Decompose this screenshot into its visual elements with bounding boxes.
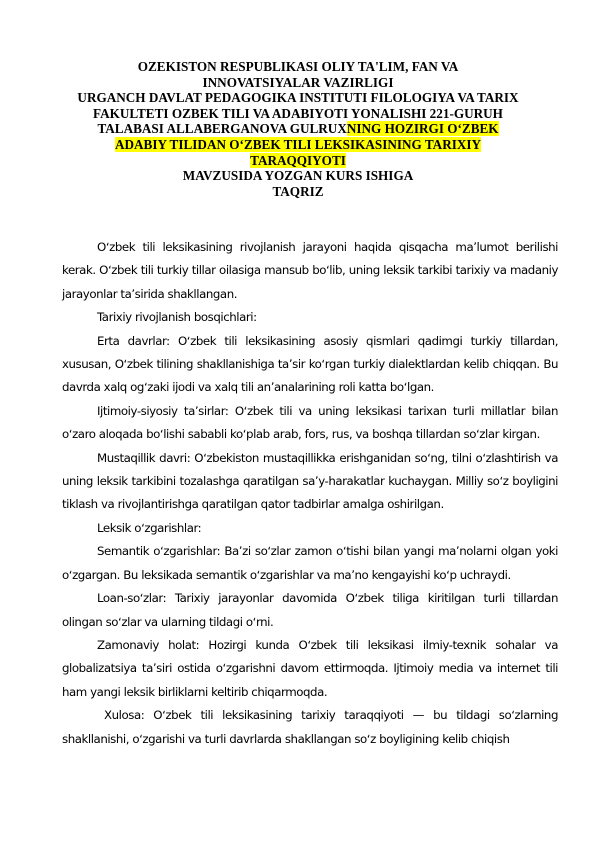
paragraph-intro: Oʻzbek tili leksikasining rivojlanish jarayoni haqida qisqacha maʼlumot berilishi kerak. Oʻzbek tili turkiy tillar oilasiga mansub boʻlib, uning leksik tarkibi tarixiy va madaniy jarayonlar taʼsirida shakllangan. xyxy=(62,240,558,301)
header-line-topic-end xyxy=(40,153,556,169)
paragraph-conclusion: Xulosa: Oʻzbek tili leksikasining tarixiy taraqqiyoti — bu tildagi soʻzlarning shakllanishi, oʻzgarishi va turli davrlarda shakllangan soʻz boyligining kelib chiqish xyxy=(62,708,558,746)
header-line-ministry: OZEKISTON RESPUBLIKASI OLIY TA'LIM, FAN VA xyxy=(137,59,459,74)
paragraph-sociopolitical: Ijtimoiy-siyosiy taʼsirlar: Oʻzbek tili va uning leksikasi tarixan turli millatlar bilan oʻzaro aloqada boʻlishi sababli koʻplab arab, fors, rus, va boshqa tillardan soʻzlar kirgan. xyxy=(62,403,558,442)
header-line-student xyxy=(40,121,556,137)
header-line-institute: URGANCH DAVLAT PEDAGOGIKA INSTITUTI FILOLOGIYA VA TARIX xyxy=(77,90,519,106)
document-title: TAQRIZ xyxy=(272,183,324,199)
header-line-faculty: FAKULTETI OZBEK TILI VA ADABIYOTI YONALISHI 221-GURUH xyxy=(93,105,503,121)
paragraph-independence: Mustaqillik davri: Oʻzbekiston mustaqillikka erishganidan soʻng, tilni oʻzlashtirish va uning leksik tarkibini tozalashga qaratilgan saʼy-harakatlar kuchaygan. Milliy soʻz boyligini tiklash va rivojlantirishga qaratilgan qator tadbirlar amalga oshirilgan. xyxy=(62,450,558,512)
header-topic-highlight-3: TARAQQIYOTI xyxy=(250,152,346,168)
paragraph-loanwords: Loan-soʻzlar: Tarixiy jarayonlar davomida Oʻzbek tiliga kiritilgan turli tillardan olingan soʻzlar va ularning tildagi oʻrni. xyxy=(62,591,558,629)
header-student-name: TALABASI ALLABERGANOVA GULRUX xyxy=(97,121,347,137)
header-line-ministry-2: INNOVATSIYALAR VAZIRLIGI xyxy=(202,74,394,90)
document-header xyxy=(40,59,556,199)
paragraph-modern: Zamonaviy holat: Hozirgi kunda Oʻzbek tili leksikasi ilmiy-texnik sohalar va globalizatsiya taʼsiri ostida oʻzgarishni davom ettirmoqda. Ijtimoiy media va internet tili ham yangi leksik birliklarni keltirib chiqarmoqda. xyxy=(62,637,558,699)
paragraph-semantic: Semantik oʻzgarishlar: Baʼzi soʻzlar zamon oʻtishi bilan yangi maʼnolarni olgan yoki oʻzgargan. Bu leksikada semantik oʻzgarishlar va maʼno kengayishi koʻp uchraydi. xyxy=(62,544,558,582)
paragraph-heading-stages: Tarixiy rivojlanish bosqichlari: xyxy=(97,310,257,325)
paragraph-heading-changes: Leksik oʻzgarishlar: xyxy=(97,520,202,535)
header-topic-highlight-2: ADABIY TILIDAN OʻZBEK TILI LEKSIKASINING TARIXIY xyxy=(114,136,482,152)
header-line-topic xyxy=(40,137,556,153)
header-line-subject: MAVZUSIDA YOZGAN KURS ISHIGA xyxy=(182,168,414,184)
document-body xyxy=(62,236,558,751)
header-topic-highlight-1: NING HOZIRGI OʻZBEK xyxy=(346,121,499,137)
paragraph-early-period: Erta davrlar: Oʻzbek tili leksikasining asosiy qismlari qadimgi turkiy tillardan, xususan, Oʻzbek tilining shakllanishiga taʼsir koʻrgan turkiy dialektlardan kelib chiqqan. Bu davrda xalq ogʻzaki ijodi va xalq tili anʼanalarining roli katta boʻlgan. xyxy=(62,333,558,395)
